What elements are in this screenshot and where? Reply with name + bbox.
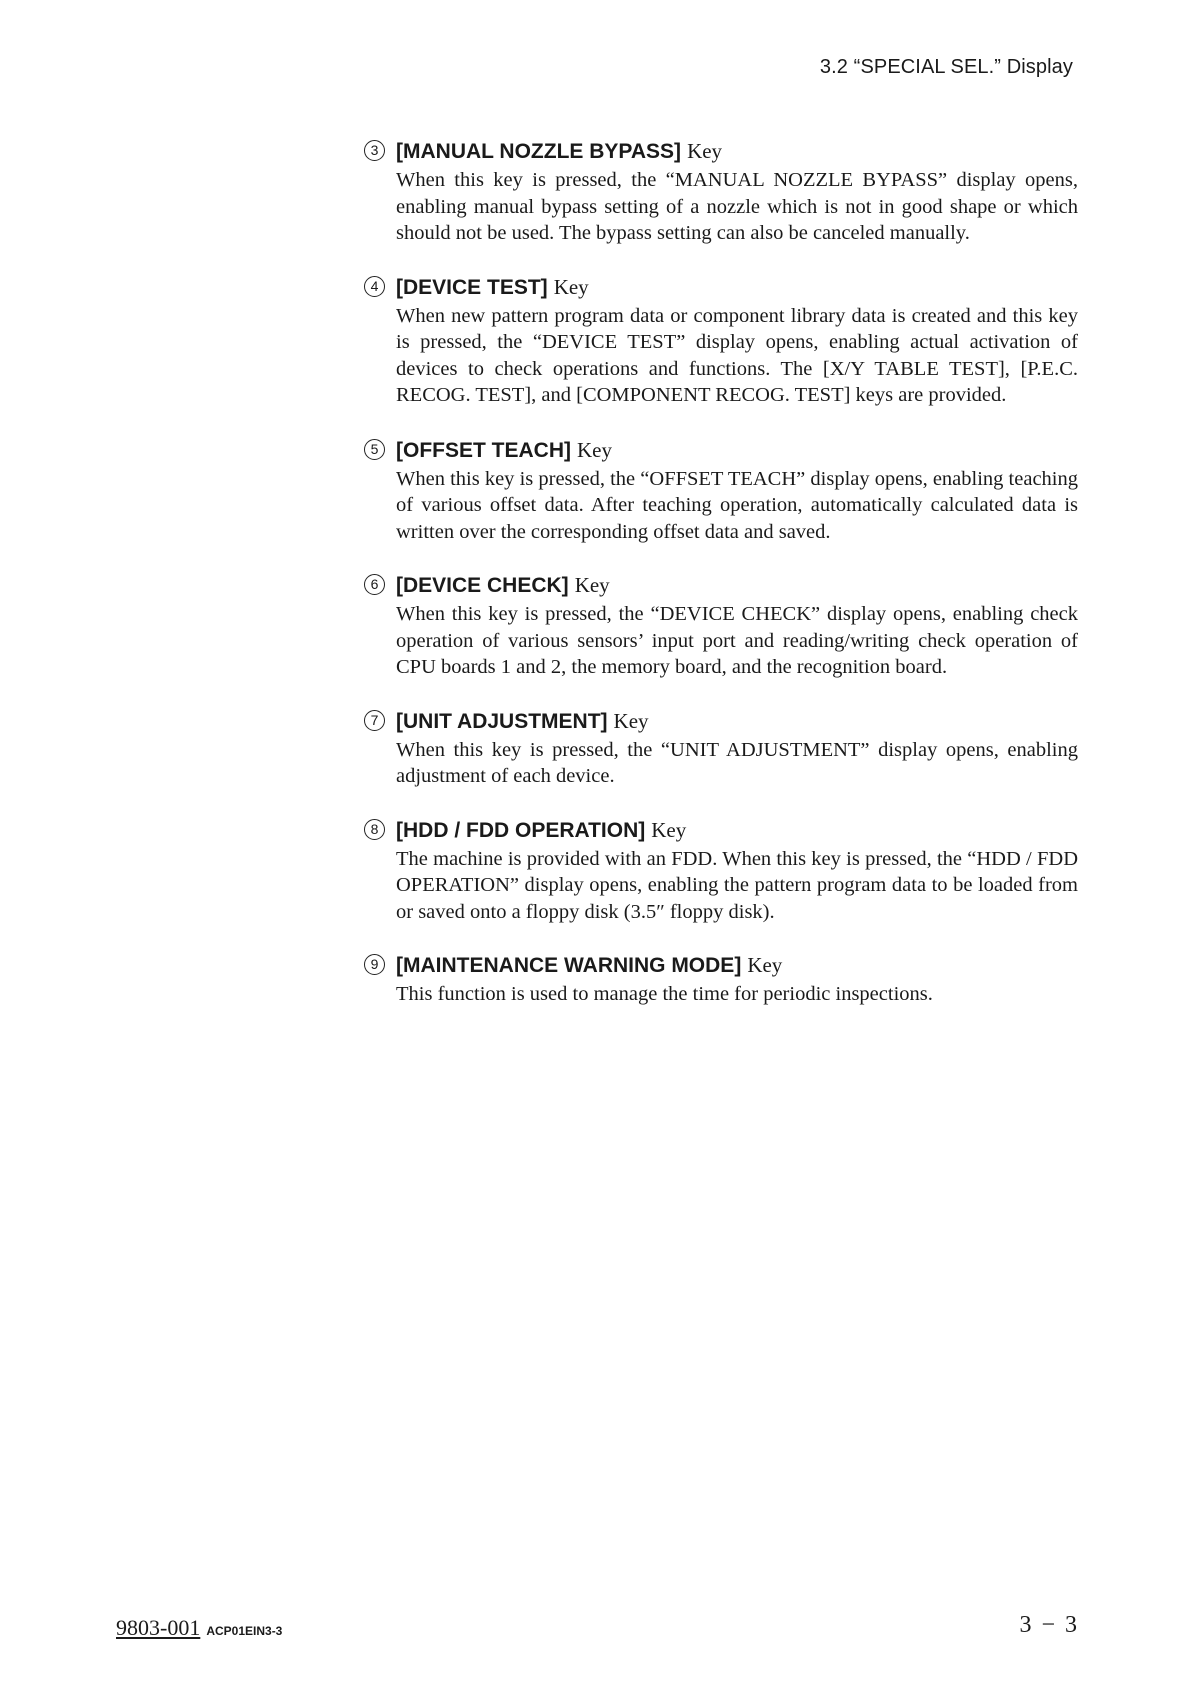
key-descriptions xyxy=(370,136,1078,1033)
key-item-hdd-fdd-operation xyxy=(370,815,1078,926)
key-item-device-check xyxy=(370,570,1078,681)
key-label: Key xyxy=(747,953,783,977)
item-description: The machine is provided with an FDD. When this key is pressed, the “HDD / FDD OPERATION” display opens, enabling the pattern program data to be loaded from or saved onto a floppy disk (3.5″ floppy disk). xyxy=(396,847,1078,923)
circled-number-5: 5 xyxy=(364,439,385,460)
item-description: When new pattern program data or component library data is created and this key is pressed, the “DEVICE TEST” display opens, enabling actual activation of devices to check operations and functions. The [X/Y TABLE TEST], [P.E.C. RECOG. TEST], and [COMPONENT RECOG. TEST] keys are provided. xyxy=(396,304,1078,406)
page-number: 3 − 3 xyxy=(1019,1612,1079,1638)
document-number: 9803-001 xyxy=(116,1615,201,1640)
key-name: [HDD / FDD OPERATION] xyxy=(396,818,646,842)
key-label: Key xyxy=(553,274,589,299)
key-name: [DEVICE TEST] xyxy=(396,275,548,299)
item-description: When this key is pressed, the “UNIT ADJUSTMENT” display opens, enabling adjustment of each device. xyxy=(396,738,1078,787)
key-item-manual-nozzle-bypass xyxy=(370,136,1078,247)
key-item-maintenance-warning-mode xyxy=(370,950,1078,1008)
circled-number-7: 7 xyxy=(364,710,385,731)
key-item-offset-teach xyxy=(370,435,1078,546)
item-heading xyxy=(370,706,1078,737)
circled-number-4: 4 xyxy=(364,276,385,297)
item-heading xyxy=(370,950,1078,981)
key-name: [OFFSET TEACH] xyxy=(396,438,571,462)
key-label: Key xyxy=(613,708,649,733)
circled-number-9: 9 xyxy=(364,954,385,975)
key-name: [UNIT ADJUSTMENT] xyxy=(396,709,608,733)
key-label: Key xyxy=(651,817,687,842)
key-name: [MANUAL NOZZLE BYPASS] xyxy=(396,140,682,163)
item-description: When this key is pressed, the “OFFSET TEACH” display opens, enabling teaching of various offset data. After teaching operation, automatically calculated data is written over the corresponding offset data and saved. xyxy=(396,467,1078,543)
item-heading xyxy=(370,272,1078,303)
item-description: This function is used to manage the time for periodic inspections. xyxy=(396,983,933,1005)
item-heading xyxy=(370,815,1078,846)
key-label: Key xyxy=(687,139,723,163)
circled-number-3: 3 xyxy=(364,140,385,161)
document-reference: ACP01EIN3-3 xyxy=(206,1624,283,1638)
key-item-device-test xyxy=(370,272,1078,409)
item-heading xyxy=(370,570,1078,601)
page-header: 3.2 “SPECIAL SEL.” Display xyxy=(819,56,1073,78)
circled-number-8: 8 xyxy=(364,819,385,840)
key-name: [DEVICE CHECK] xyxy=(396,574,569,597)
item-heading xyxy=(370,435,1078,466)
key-label: Key xyxy=(574,573,610,597)
document-code xyxy=(116,1615,282,1641)
key-label: Key xyxy=(576,437,612,462)
key-item-unit-adjustment xyxy=(370,706,1078,790)
item-heading xyxy=(370,136,1078,167)
item-description: When this key is pressed, the “MANUAL NOZZLE BYPASS” display opens, enabling manual bypass setting of a nozzle which is not in good shape or which should not be used. The bypass setting can also be canceled manually. xyxy=(396,169,1078,244)
item-description: When this key is pressed, the “DEVICE CHECK” display opens, enabling check operation of various sensors’ input port and reading/writing check operation of CPU boards 1 and 2, the memory board, and the recognition board. xyxy=(396,603,1078,678)
key-name: [MAINTENANCE WARNING MODE] xyxy=(396,954,742,977)
circled-number-6: 6 xyxy=(364,574,385,595)
